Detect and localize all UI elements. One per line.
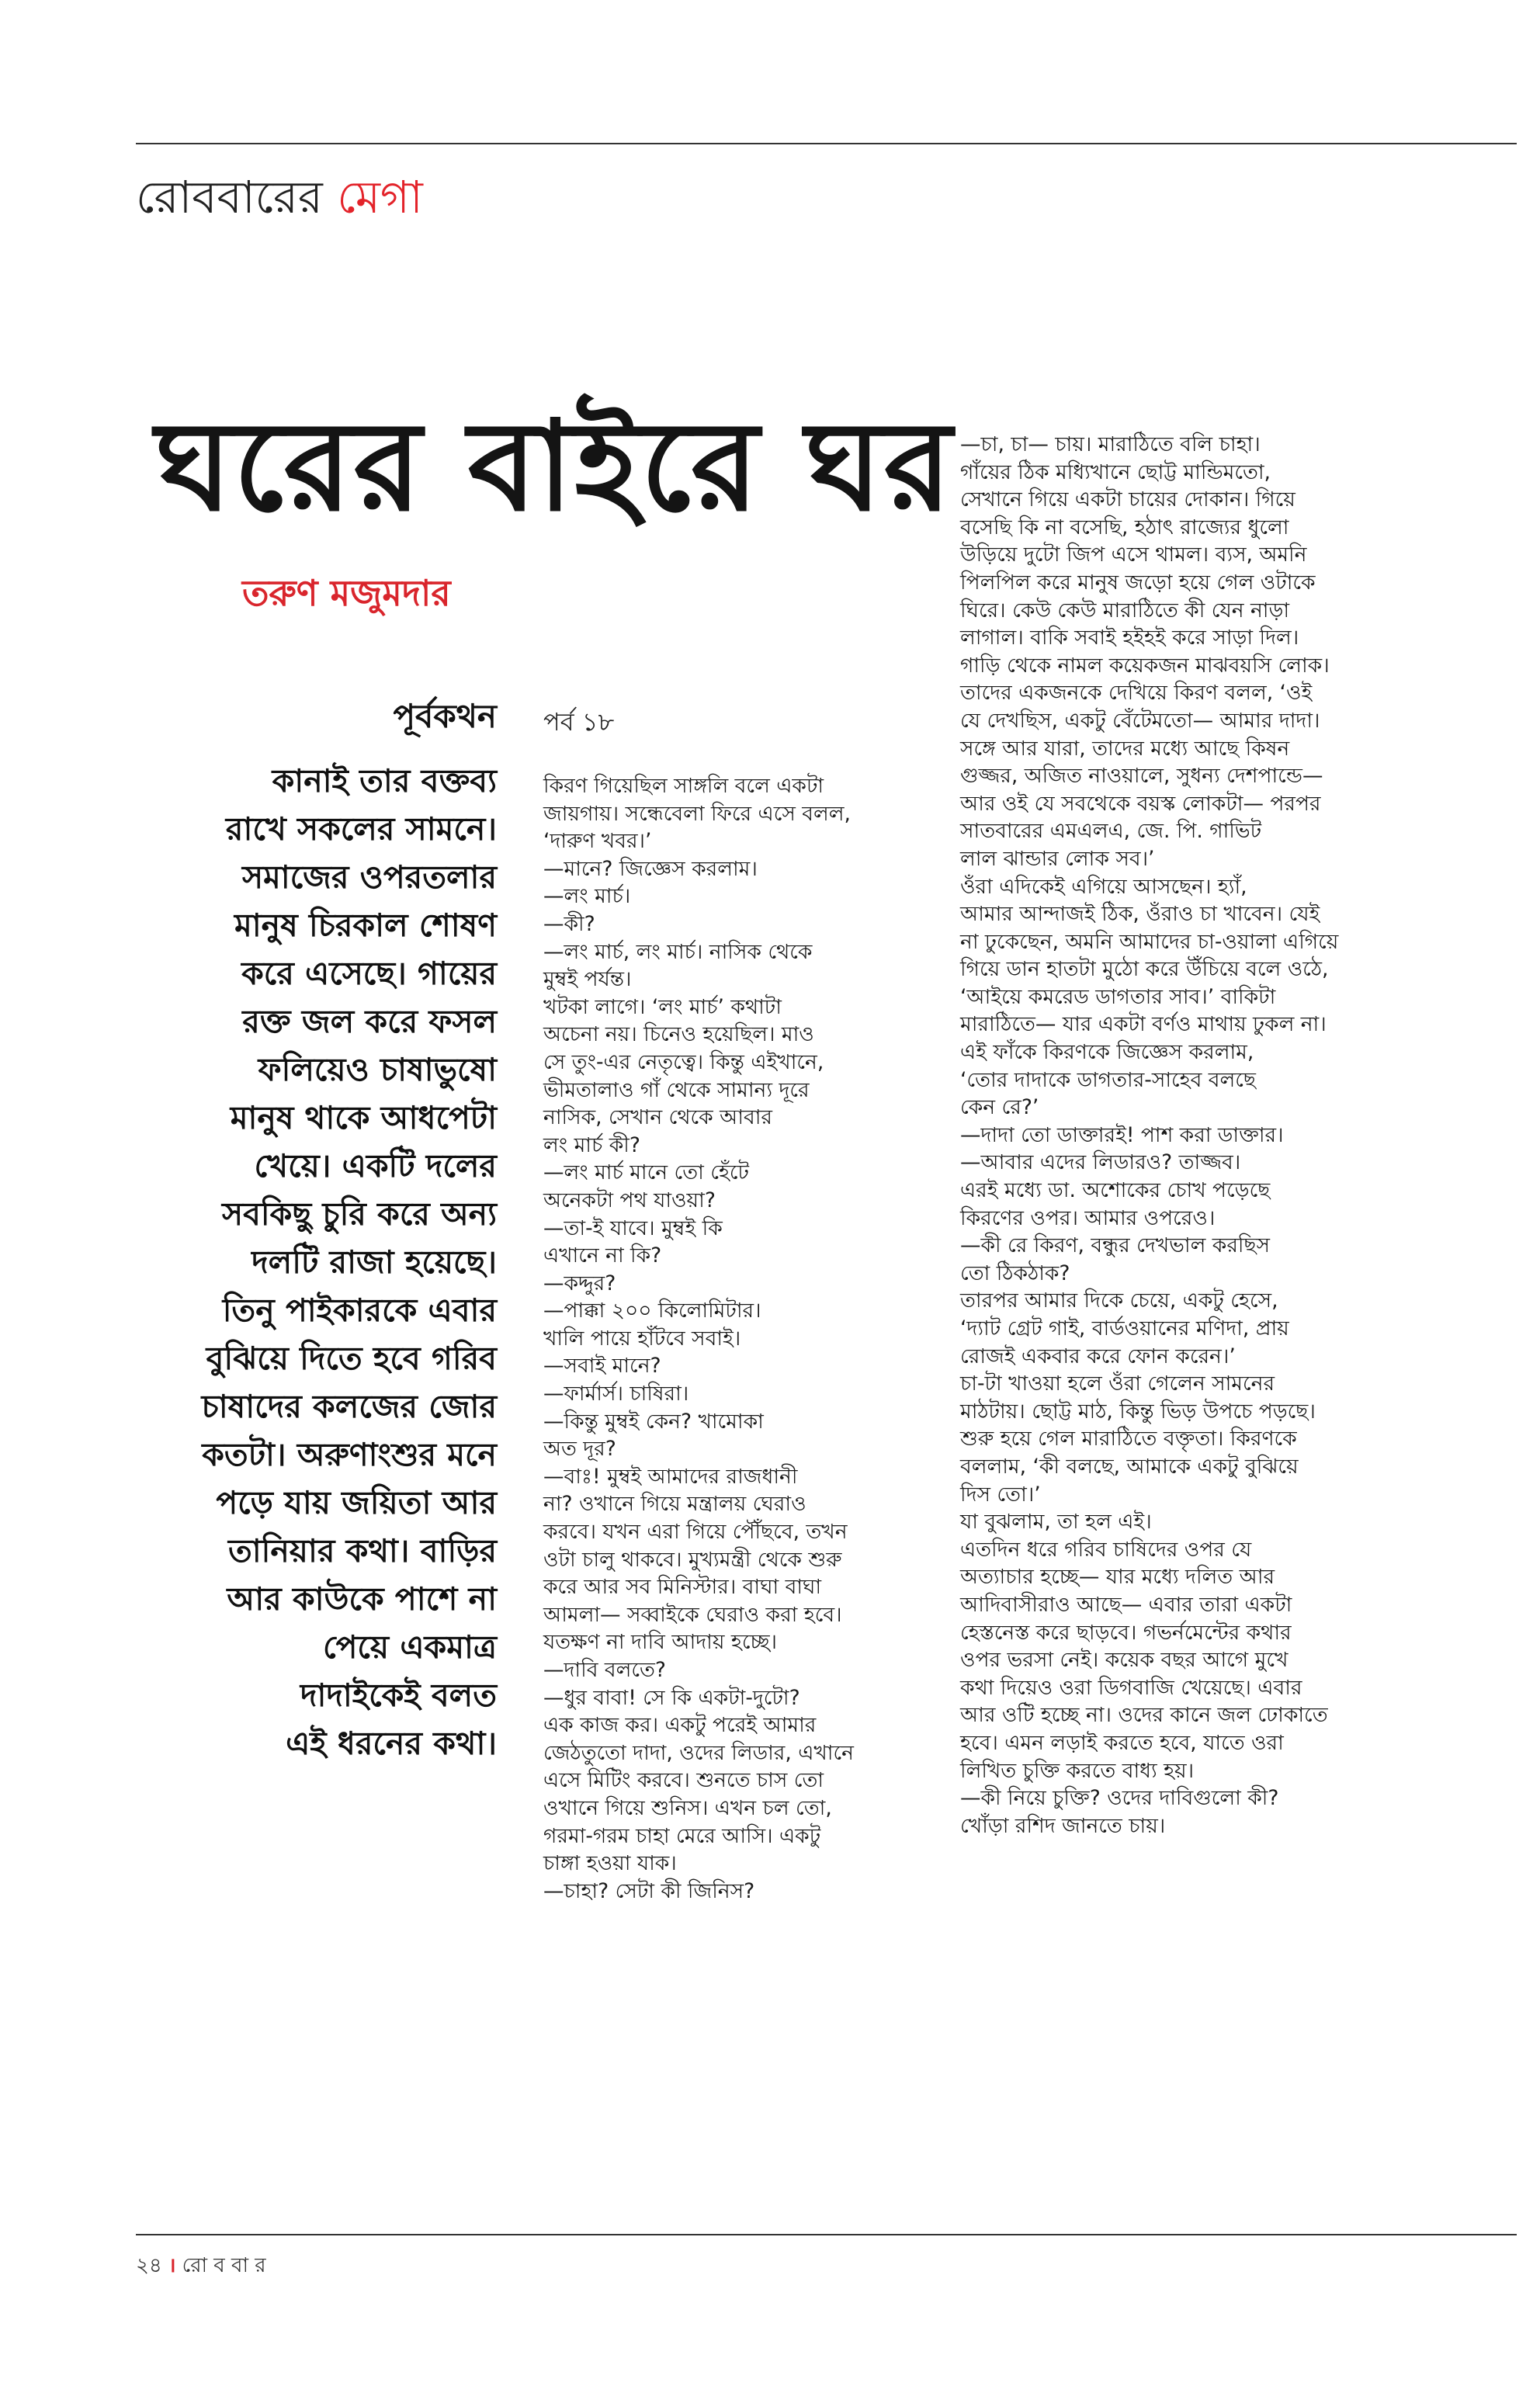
- body-text-line: বললাম, ‘কী বলছে, আমাকে একটু বুঝিয়ে: [960, 1454, 1299, 1479]
- recap-line: পড়ে যায় জয়িতা আর: [216, 1484, 497, 1521]
- body-text-line: লাগাল। বাকি সবাই হইহই করে সাড়া দিল।: [960, 626, 1299, 650]
- body-text-line: —দাদা তো ডাক্তারই! পাশ করা ডাক্তার।: [960, 1122, 1284, 1147]
- body-text-line: ‘তোর দাদাকে ডাগতার-সাহেব বলছে: [960, 1067, 1256, 1092]
- recap-line: পেয়ে একমাত্র: [322, 1628, 497, 1666]
- recap-line: সমাজের ওপরতলার: [241, 858, 497, 896]
- body-text-line: ‘আইয়ে কমরেড ডাগতার সাব।’ বাকিটা: [960, 984, 1276, 1009]
- page-footer: [136, 2249, 266, 2284]
- body-text-line: —লং মার্চ, লং মার্চ। নাসিক থেকে: [543, 939, 813, 964]
- body-text-line: খটকা লাগে। ‘লং মার্চ’ কথাটা: [543, 994, 782, 1019]
- body-text-line: —ধুর বাবা! সে কি একটা-দুটো?: [543, 1685, 800, 1710]
- body-text-line: রোজই একবার করে ফোন করেন।’: [960, 1344, 1236, 1368]
- body-text-line: বসেছি কি না বসেছি, হঠাৎ রাজ্যের ধুলো: [960, 515, 1289, 539]
- recap-line: মানুষ চিরকাল শোষণ: [234, 907, 497, 944]
- recap-line: বুঝিয়ে দিতে হবে গরিব: [206, 1340, 497, 1377]
- body-text-line: —সবাই মানে?: [543, 1354, 661, 1379]
- page-number: ২৪: [136, 2254, 162, 2277]
- body-text-line: তো ঠিকঠাক?: [960, 1261, 1070, 1285]
- body-text-line: —মানে? জিজ্ঞেস করলাম।: [543, 856, 758, 881]
- body-text-line: অচেনা নয়। চিনেও হয়েছিল। মাও: [543, 1022, 814, 1047]
- body-text-line: ‘দারুণ খবর।’: [543, 829, 652, 854]
- body-text-line: গরমা-গরম চাহা মেরে আসি। একটু: [543, 1823, 821, 1848]
- body-text-line: কথা দিয়েও ওরা ডিগবাজি খেয়েছে। এবার: [960, 1675, 1302, 1700]
- body-text-line: তাদের একজনকে দেখিয়ে কিরণ বলল, ‘ওই: [960, 681, 1313, 706]
- body-text-line: করে আর সব মিনিস্টার। বাঘা বাঘা: [543, 1575, 822, 1600]
- body-text-line: —কিন্তু মুম্বই কেন? খামোকা: [543, 1409, 764, 1434]
- body-text-line: খালি পায়ে হাঁটবে সবাই।: [543, 1326, 741, 1351]
- body-text-line: সঙ্গে আর যারা, তাদের মধ্যে আছে কিষন: [960, 736, 1290, 761]
- body-text-line: এতদিন ধরে গরিব চাষিদের ওপর যে: [960, 1537, 1252, 1562]
- body-text-line: আর ওটি হচ্ছে না। ওদের কানে জল ঢোকাতে: [960, 1703, 1328, 1728]
- body-text-line: যা বুঝলাম, তা হল এই।: [960, 1510, 1152, 1535]
- body-text-line: —চা, চা— চায়। মারাঠিতে বলি চাহা।: [960, 432, 1261, 456]
- body-text-line: —পাক্কা ২০০ কিলোমিটার।: [543, 1299, 761, 1323]
- body-text-line: খোঁড়া রশিদ জানতে চায়।: [960, 1813, 1166, 1838]
- part-number: পর্ব ১৮: [543, 707, 615, 737]
- body-text-line: —চাহা? সেটা কী জিনিস?: [543, 1878, 755, 1903]
- body-text-line: আমার আন্দাজই ঠিক, ওঁরাও চা খাবেন। যেই: [960, 902, 1320, 927]
- author-byline: তরুণ মজুমদার: [242, 572, 451, 614]
- body-text-line: ওঁরা এদিকেই এগিয়ে আসছেন। হ্যাঁ,: [960, 874, 1247, 899]
- body-text-line: এখানে না কি?: [543, 1243, 662, 1268]
- body-text-line: সে তুং-এর নেতৃত্বে। কিন্তু এইখানে,: [543, 1049, 824, 1074]
- article-title: ঘরের বাইরে ঘর: [155, 393, 954, 539]
- body-text-line: অত্যাচার হচ্ছে— যার মধ্যে দলিত আর: [960, 1565, 1275, 1590]
- body-text-line: —লং মার্চ মানে তো হেঁটে: [543, 1160, 749, 1185]
- body-text-line: গুজ্জর, অজিত নাওয়ালে, সুধন্য দেশপান্ডে—: [960, 764, 1323, 789]
- body-text-line: —বাঃ! মুম্বই আমাদের রাজধানী: [543, 1464, 798, 1489]
- body-text-line: —তা-ই যাবে। মুম্বই কি: [543, 1216, 723, 1240]
- recap-line: কানাই তার বক্তব্য: [272, 762, 497, 799]
- body-text-line: এই ফাঁকে কিরণকে জিজ্ঞেস করলাম,: [960, 1040, 1254, 1065]
- body-text-line: নাসিক, সেখান থেকে আবার: [543, 1105, 773, 1130]
- recap-line: এই ধরনের কথা।: [286, 1725, 497, 1762]
- body-text-line: লাল ঝান্ডার লোক সব।’: [960, 846, 1155, 871]
- recap-line: ফলিয়েও চাষাভুষো: [258, 1051, 497, 1088]
- body-text-line: চাঙ্গা হওয়া যাক।: [543, 1851, 677, 1876]
- body-text-line: —কদ্দুর?: [543, 1271, 616, 1295]
- footer-separator: ।: [168, 2254, 176, 2277]
- recap-line: তিনু পাইকারকে এবার: [222, 1292, 497, 1329]
- body-text-line: জেঠতুতো দাদা, ওদের লিডার, এখানে: [543, 1740, 854, 1765]
- body-text-line: হেস্তনেস্ত করে ছাড়বে। গভর্নমেন্টের কথার: [960, 1620, 1292, 1645]
- recap-line: রাখে সকলের সামনে।: [225, 810, 497, 848]
- body-text-line: মারাঠিতে— যার একটা বর্ণও মাথায় ঢুকল না।: [960, 1012, 1327, 1037]
- recap-line: তানিয়ার কথা। বাড়ির: [227, 1532, 497, 1569]
- body-text-line: —দাবি বলতে?: [543, 1658, 666, 1682]
- body-text-line: গাড়ি থেকে নামল কয়েকজন মাঝবয়সি লোক।: [960, 653, 1330, 678]
- body-text-line: যতক্ষণ না দাবি আদায় হচ্ছে।: [543, 1630, 778, 1655]
- body-text-line: আর ওই যে সবথেকে বয়স্ক লোকটা— পরপর: [960, 791, 1321, 816]
- top-rule: [136, 143, 1517, 144]
- recap-line: করে এসেছে। গায়ের: [241, 955, 497, 992]
- body-text-line: উড়িয়ে দুটো জিপ এসে থামল। ব্যস, অমনি: [960, 543, 1307, 567]
- body-text-line: গিয়ে ডান হাতটা মুঠো করে উঁচিয়ে বলে ওঠে,: [960, 957, 1329, 982]
- body-text-line: —ফার্মার্স। চাষিরা।: [543, 1382, 689, 1406]
- body-text-line: আদিবাসীরাও আছে— এবার তারা একটা: [960, 1592, 1292, 1617]
- body-text-line: মাঠটায়। ছোট্ট মাঠ, কিন্তু ভিড় উপচে পড়ছে।: [960, 1399, 1316, 1424]
- section-label: রোববারের: [136, 171, 323, 224]
- body-text-line: তারপর আমার দিকে চেয়ে, একটু হেসে,: [960, 1288, 1278, 1313]
- body-text-line: আমলা— সব্বাইকে ঘেরাও করা হবে।: [543, 1602, 842, 1627]
- section-header: [136, 163, 423, 238]
- body-text-line: ভীমতালাও গাঁ থেকে সামান্য দূরে: [543, 1077, 810, 1102]
- body-text-line: ওপর ভরসা নেই। কয়েক বছর আগে মুখে: [960, 1648, 1289, 1673]
- body-text-line: ওখানে গিয়ে শুনিস। এখন চল তো,: [543, 1795, 832, 1820]
- bottom-rule: [136, 2234, 1517, 2235]
- body-text-line: করবে। যখন এরা গিয়ে পৌঁছবে, তখন: [543, 1520, 848, 1545]
- recap-line: দাদাইকেই বলত: [300, 1677, 497, 1714]
- body-text-line: লিখিত চুক্তি করতে বাধ্য হয়।: [960, 1758, 1195, 1783]
- body-text-line: সেখানে গিয়ে একটা চায়ের দোকান। গিয়ে: [960, 487, 1295, 512]
- recap-line: রক্ত জল করে ফসল: [242, 1003, 497, 1040]
- body-text-line: —কী?: [543, 911, 595, 936]
- recap-line: চাষাদের কলজের জোর: [201, 1388, 497, 1425]
- body-text-line: কিরণ গিয়েছিল সাঙ্গলি বলে একটা: [543, 774, 824, 798]
- body-text-line: জায়গায়। সন্ধেবেলা ফিরে এসে বলল,: [543, 801, 851, 826]
- recap-summary: [132, 757, 497, 1767]
- body-text-line: সাতবারের এমএলএ, জে. পি. গাভিট: [960, 819, 1262, 844]
- body-text-line: ‘দ্যাট গ্রেট গাই, বার্ডওয়ানের মণিদা, প্রায়: [960, 1316, 1289, 1340]
- body-text-line: কিরণের ওপর। আমার ওপরেও।: [960, 1205, 1216, 1230]
- body-text-line: —কী রে কিরণ, বন্ধুর দেখভাল করছিস: [960, 1233, 1271, 1258]
- body-text-line: না ঢুকেছেন, অমনি আমাদের চা-ওয়ালা এগিয়ে: [960, 929, 1339, 954]
- body-text-line: গাঁয়ের ঠিক মধ্যিখানে ছোট্ট মান্ডিমতো,: [960, 460, 1271, 484]
- body-text-line: অত দূর?: [543, 1437, 616, 1462]
- body-text-line: এসে মিটিং করবে। শুনতে চাস তো: [543, 1768, 824, 1793]
- body-column-2: [960, 431, 1348, 1840]
- body-text-line: এক কাজ কর। একটু পরেই আমার: [543, 1713, 817, 1738]
- body-text-line: মুম্বই পর্যন্ত।: [543, 967, 632, 992]
- body-text-line: যে দেখছিস, একটু বেঁটেমতো— আমার দাদা।: [960, 708, 1320, 733]
- body-text-line: এরই মধ্যে ডা. অশোকের চোখ পড়েছে: [960, 1178, 1271, 1203]
- recap-line: আর কাউকে পাশে না: [227, 1580, 497, 1618]
- body-text-line: লং মার্চ কী?: [543, 1132, 640, 1157]
- body-text-line: চা-টা খাওয়া হলে ওঁরা গেলেন সামনের: [960, 1372, 1275, 1396]
- section-accent: মেগা: [337, 171, 423, 224]
- body-text-line: পিলপিল করে মানুষ জড়ো হয়ে গেল ওটাকে: [960, 570, 1316, 595]
- body-text-line: হবে। এমন লড়াই করতে হবে, যাতে ওরা: [960, 1730, 1284, 1755]
- body-column-1: [543, 772, 931, 1905]
- body-text-line: ওটা চালু থাকবে। মুখ্যমন্ত্রী থেকে শুরু: [543, 1547, 842, 1572]
- recap-line: সবকিছু চুরি করে অন্য: [222, 1195, 497, 1233]
- recap-line: দলটি রাজা হয়েছে।: [251, 1243, 497, 1281]
- body-text-line: —আবার এদের লিডারও? তাজ্জব।: [960, 1150, 1241, 1175]
- recap-heading: পূর্বকথন: [393, 697, 497, 735]
- recap-line: খেয়ে। একটি দলের: [254, 1147, 497, 1184]
- body-text-line: শুরু হয়ে গেল মারাঠিতে বক্তৃতা। কিরণকে: [960, 1427, 1297, 1451]
- recap-line: মানুষ থাকে আধপেটা: [230, 1099, 497, 1136]
- body-text-line: কেন রে?’: [960, 1095, 1039, 1120]
- body-text-line: —কী নিয়ে চুক্তি? ওদের দাবিগুলো কী?: [960, 1786, 1279, 1811]
- body-text-line: অনেকটা পথ যাওয়া?: [543, 1188, 716, 1212]
- body-text-line: ঘিরে। কেউ কেউ মারাঠিতে কী যেন নাড়া: [960, 598, 1290, 623]
- body-text-line: না? ওখানে গিয়ে মন্ত্রালয় ঘেরাও: [543, 1492, 806, 1517]
- body-text-line: —লং মার্চ।: [543, 884, 631, 909]
- body-text-line: দিস তো।’: [960, 1482, 1041, 1507]
- recap-line: কতটা। অরুণাংশুর মনে: [202, 1436, 497, 1473]
- publication-name: রো ব বা র: [182, 2254, 266, 2277]
